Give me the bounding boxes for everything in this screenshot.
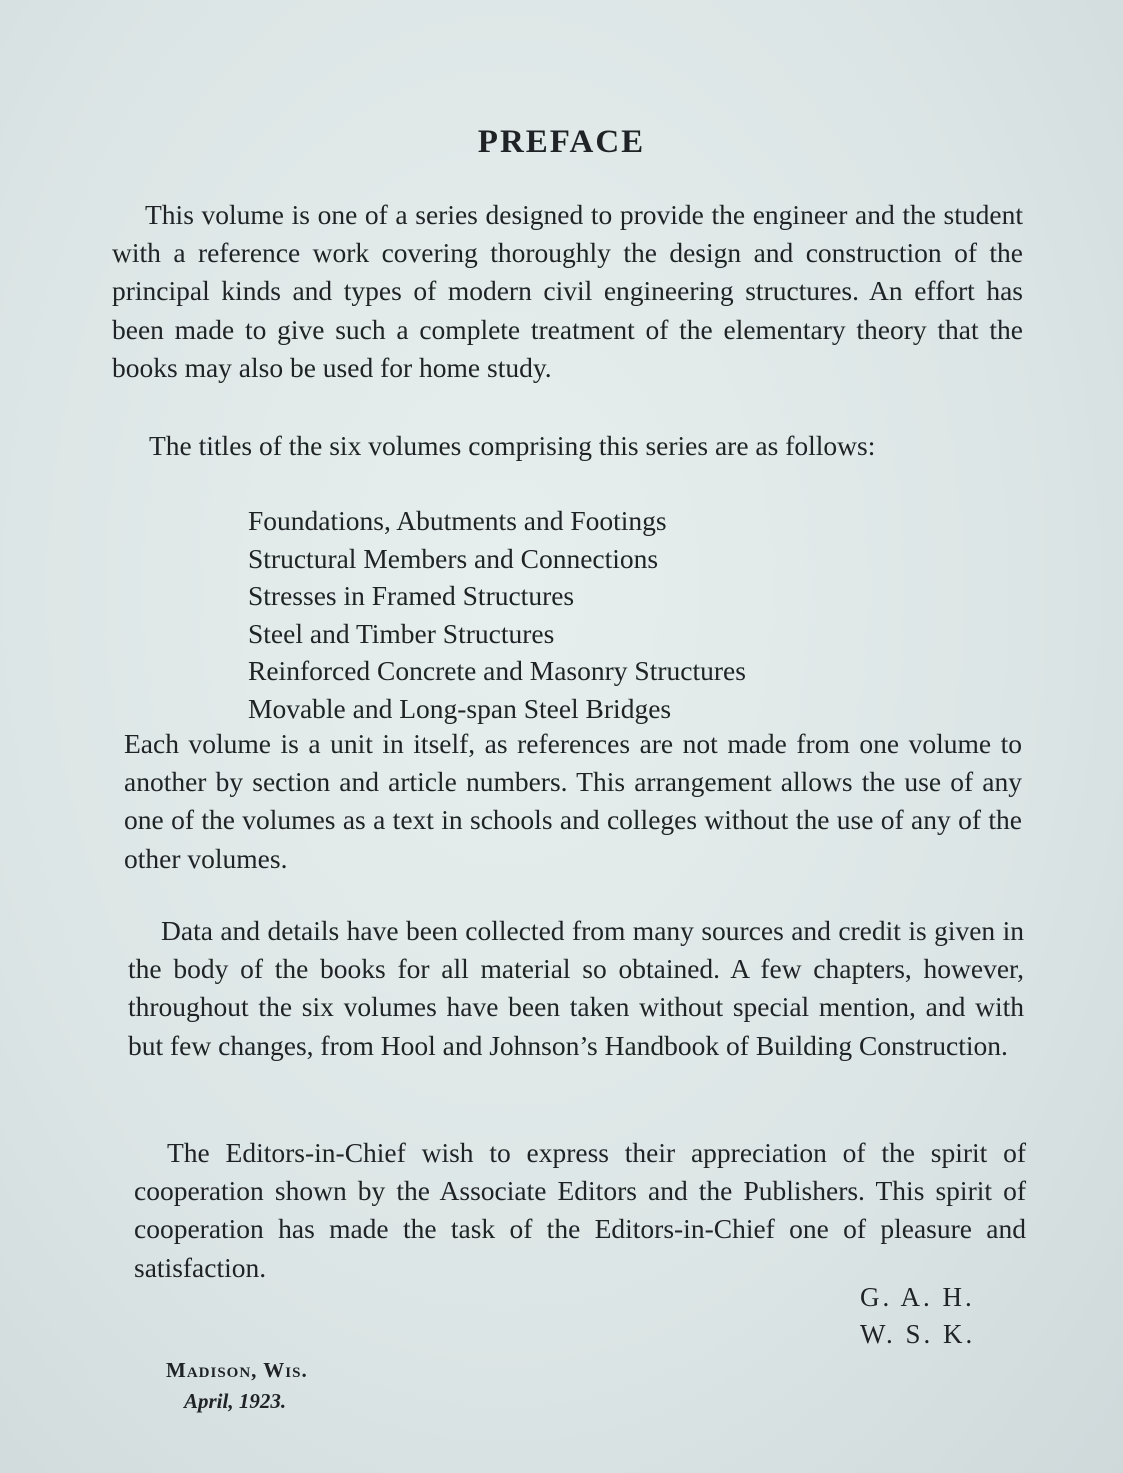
- volume-title: Foundations, Abutments and Footings: [248, 505, 667, 536]
- signature-initials: G. A. H.: [860, 1282, 975, 1312]
- volume-title: Structural Members and Connections: [248, 542, 659, 574]
- paragraph-sources: [128, 912, 1024, 1065]
- signature-initials: W. S. K.: [860, 1319, 976, 1349]
- paragraph-text: Data and details have been collected from many sources and credit is given in the body of the books for all material so obtained. A few chapters, however, throughout the six volumes have been taken without special mention, and with but few changes, from Hool and Johnson’s Handbook of Building Construction.: [128, 915, 1024, 1061]
- place-line: Madison, Wis.: [166, 1358, 308, 1382]
- page-title: PREFACE: [477, 124, 646, 160]
- paragraph-volume-unit: [124, 725, 1022, 878]
- paragraph-text: The Editors-in-Chief wish to express their appreciation of the spirit of cooperation shown by the Associate Editors and the Publishers. This spirit of cooperation has made the task of the Editors-in-Chief one of pleasure and satisfaction.: [134, 1137, 1026, 1283]
- paragraph-text: This volume is one of a series designed to provide the engineer and the student with a reference work covering thoroughly the design and construction of the principal kinds and types of modern civil engineering structures. An effort has been made to give such a complete treatment of the elementary theory that the books may also be used for home study.: [112, 199, 1023, 383]
- paragraph-appreciation: [134, 1134, 1026, 1287]
- signature-block: [860, 1279, 975, 1353]
- paragraph-titles-intro: [116, 427, 1022, 465]
- date-line: April, 1923.: [184, 1389, 287, 1413]
- volume-title: Steel and Timber Structures: [248, 617, 555, 649]
- paragraph-text: Each volume is a unit in itself, as references are not made from one volume to another by section and article numbers. This arrangement allows the use of any one of the volumes as a text in schools and colleges without the use of any of the other volumes.: [124, 728, 1022, 874]
- paragraph-series-description: [112, 196, 1023, 387]
- volume-title: Movable and Long-span Steel Bridges: [248, 692, 672, 724]
- volume-title: Reinforced Concrete and Masonry Structures: [248, 655, 746, 686]
- volume-title: Stresses in Framed Structures: [248, 580, 575, 611]
- paragraph-text: The titles of the six volumes comprising this series are as follows:: [149, 430, 876, 461]
- volume-titles-list: [248, 502, 746, 727]
